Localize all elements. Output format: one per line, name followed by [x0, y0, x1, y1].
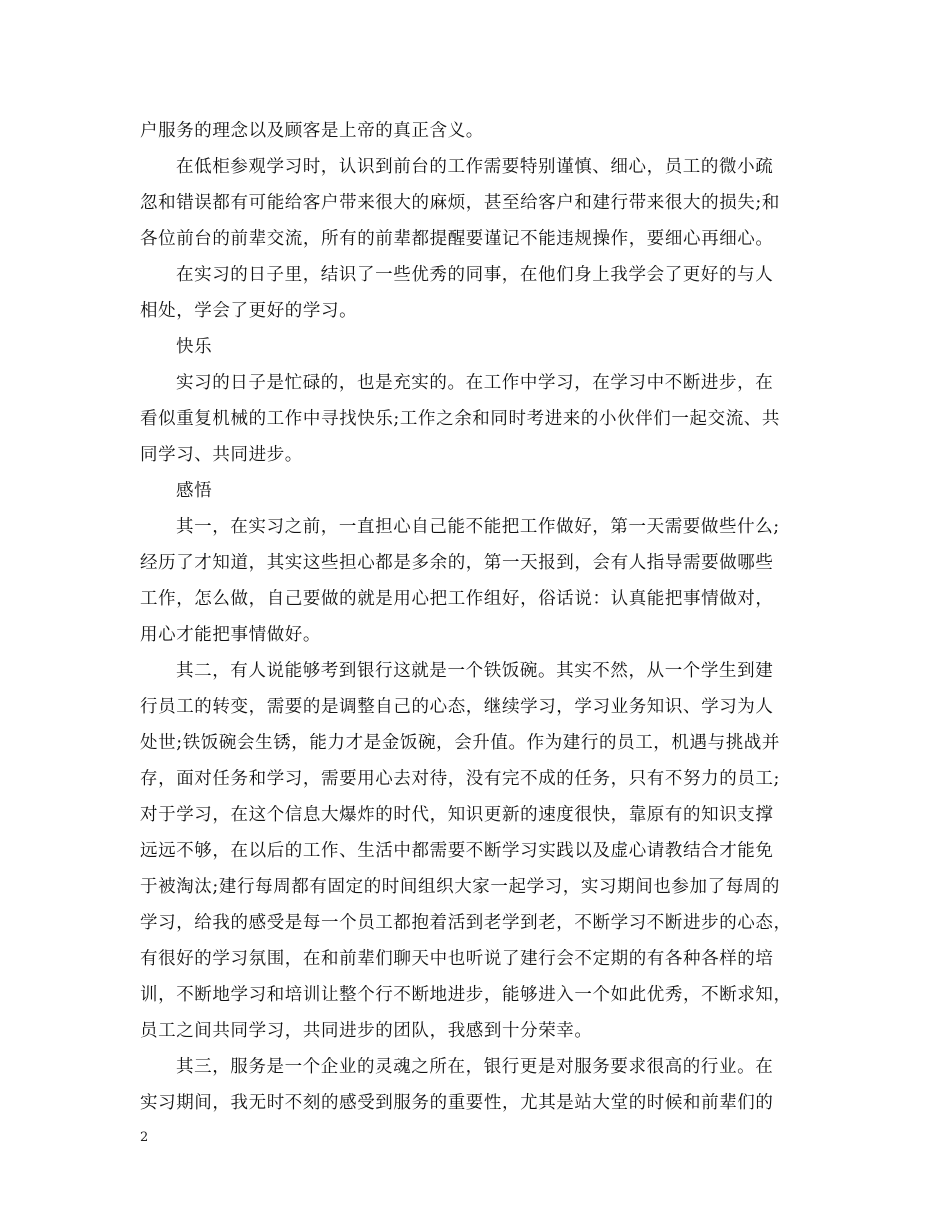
text-line: 其一，在实习之前，一直担心自己能不能把工作做好，第一天需要做些什么;: [176, 517, 780, 537]
text-line: 学习，给我的感受是每一个员工都抱着活到老学到老，不断学习不断进步的心态，: [140, 913, 792, 933]
text-line: 在低柜参观学习时，认识到前台的工作需要特别谨慎、细心，员工的微小疏: [176, 157, 774, 177]
text-line: 行员工的转变，需要的是调整自己的心态，继续学习，学习业务知识、学习为人: [140, 697, 774, 717]
text-line: 相处，学会了更好的学习。: [140, 301, 358, 321]
text-line: 快乐: [176, 337, 213, 357]
text-line: 感悟: [176, 481, 213, 501]
document-body: [140, 113, 810, 1121]
text-line: 忽和错误都有可能给客户带来很大的麻烦，甚至给客户和建行带来很大的损失;和: [140, 193, 780, 213]
text-line: 实习的日子是忙碌的，也是充实的。在工作中学习，在学习中不断进步，在: [176, 373, 774, 393]
page-number: 2: [140, 1130, 149, 1145]
text-line: 户服务的理念以及顾客是上帝的真正含义。: [140, 121, 484, 141]
text-line: 在实习的日子里，结识了一些优秀的同事，在他们身上我学会了更好的与人: [176, 265, 774, 285]
text-line: 各位前台的前辈交流，所有的前辈都提醒要谨记不能违规操作，要细心再细心。: [140, 229, 774, 249]
text-line: 处世;铁饭碗会生锈，能力才是金饭碗，会升值。作为建行的员工，机遇与挑战并: [140, 733, 780, 753]
text-line: 有很好的学习氛围，在和前辈们聊天中也听说了建行会不定期的有各种各样的培: [140, 949, 774, 969]
text-line: 对于学习，在这个信息大爆炸的时代，知识更新的速度很快，靠原有的知识支撑: [140, 805, 774, 825]
text-line: 实习期间，我无时不刻的感受到服务的重要性，尤其是站大堂的时候和前辈们的: [140, 1093, 774, 1113]
text-line: 同学习、共同进步。: [140, 445, 303, 465]
text-line: 用心才能把事情做好。: [140, 625, 321, 645]
text-line: 远远不够，在以后的工作、生活中都需要不断学习实践以及虚心请教结合才能免: [140, 841, 774, 861]
text-line: 其二，有人说能够考到银行这就是一个铁饭碗。其实不然，从一个学生到建: [176, 661, 774, 681]
text-line: 工作，怎么做，自己要做的就是用心把工作组好，俗话说：认真能把事情做对，: [140, 589, 774, 609]
text-line: 训，不断地学习和培训让整个行不断地进步，能够进入一个如此优秀，不断求知，: [140, 985, 792, 1005]
text-line: 经历了才知道，其实这些担心都是多余的，第一天报到，会有人指导需要做哪些: [140, 553, 774, 573]
text-line: 于被淘汰;建行每周都有固定的时间组织大家一起学习，实习期间也参加了每周的: [140, 877, 780, 897]
text-line: 员工之间共同学习，共同进步的团队，我感到十分荣幸。: [140, 1021, 593, 1041]
text-line: 看似重复机械的工作中寻找快乐;工作之余和同时考进来的小伙伴们一起交流、共: [140, 409, 780, 429]
text-line: 其三，服务是一个企业的灵魂之所在，银行更是对服务要求很高的行业。在: [176, 1057, 774, 1077]
text-line: 存，面对任务和学习，需要用心去对待，没有完不成的任务，只有不努力的员工;: [140, 769, 780, 789]
